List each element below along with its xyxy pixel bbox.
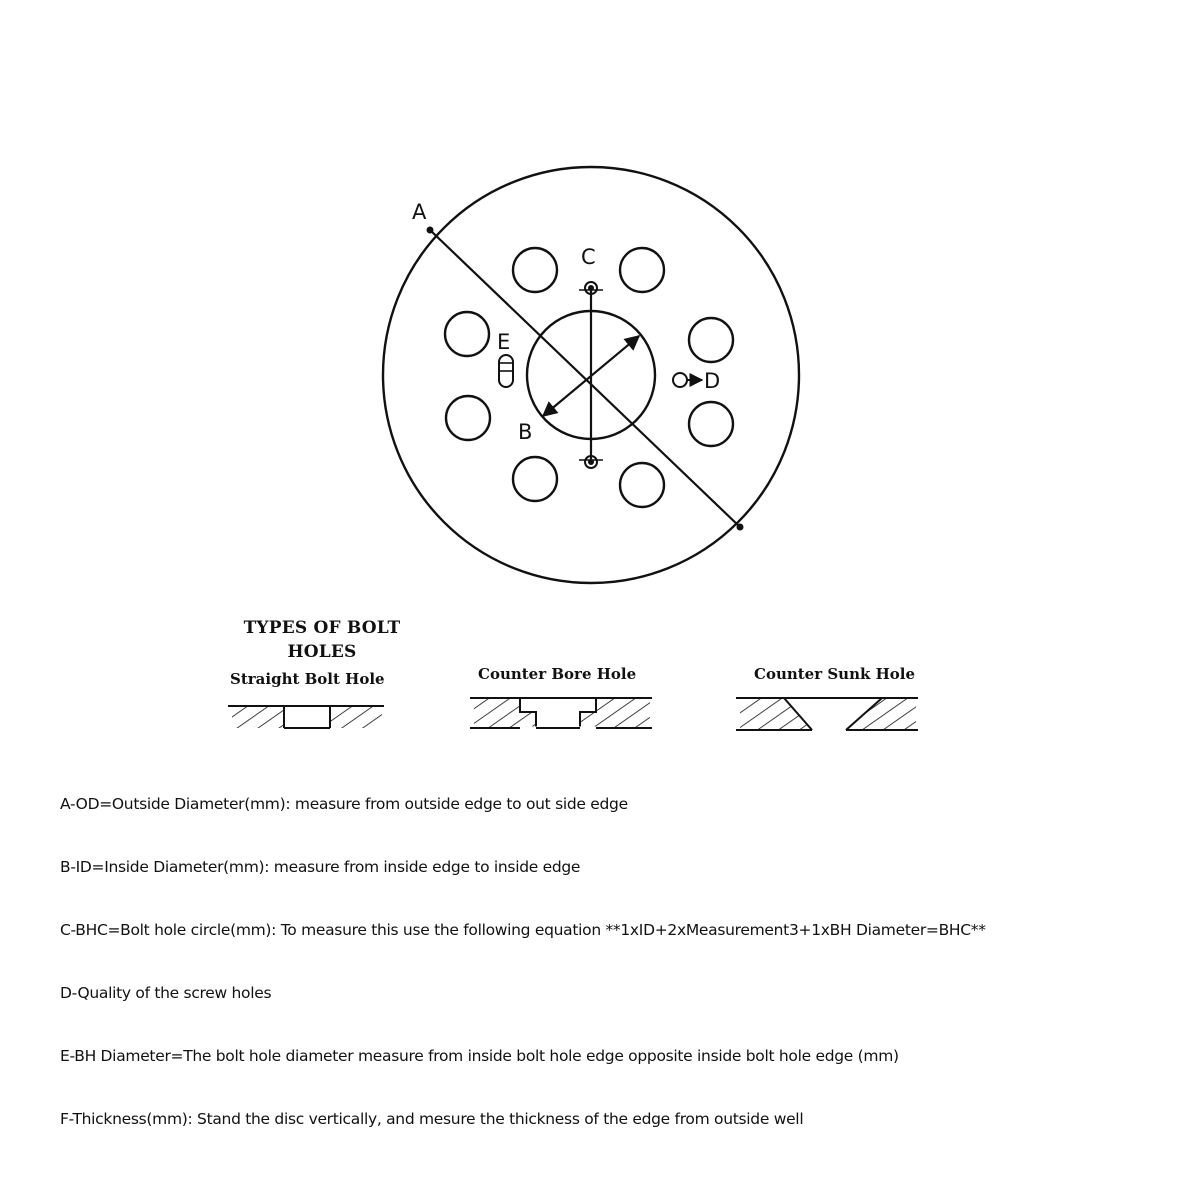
bolt-hole-types-title-line2: HOLES — [287, 642, 357, 662]
bolt-hole — [620, 248, 664, 292]
bolt-hole — [689, 402, 733, 446]
counter-sunk-hole-section — [736, 698, 918, 730]
bolt-hole — [446, 396, 490, 440]
counter-bore-hole-label: Counter Bore Hole — [478, 665, 637, 683]
bolt-hole-types-title-line1: TYPES OF BOLT — [243, 618, 401, 638]
straight-bolt-hole-label: Straight Bolt Hole — [230, 670, 385, 688]
legend-item-bolt-hole-diameter: E-BH Diameter=The bolt hole diameter measure from inside bolt hole edge opposite inside bolt hole edge (mm) — [60, 1047, 899, 1065]
legend-item-thickness: F-Thickness(mm): Stand the disc vertically, and mesure the thickness of the edge from outside well — [60, 1110, 804, 1128]
label-b: B — [518, 420, 533, 444]
screw-hole-quality-symbol — [673, 373, 702, 387]
legend-item-outside-diameter: A-OD=Outside Diameter(mm): measure from outside edge to out side edge — [60, 795, 628, 813]
straight-bolt-hole-section — [228, 706, 384, 728]
outside-diameter-endpoint — [427, 227, 434, 234]
legend-item-bolt-hole-circle: C-BHC=Bolt hole circle(mm): To measure this use the following equation **1xID+2xMeasurement3+1xBH Diameter=BHC** — [60, 921, 986, 939]
outside-diameter-endpoint — [737, 524, 744, 531]
bolt-hole-diameter-symbol — [499, 355, 513, 387]
bolt-hole — [513, 248, 557, 292]
bolt-hole — [513, 457, 557, 501]
label-e: E — [497, 330, 511, 354]
counter-sunk-hole-label: Counter Sunk Hole — [754, 665, 916, 683]
label-c: C — [581, 245, 596, 269]
bolt-hole — [445, 312, 489, 356]
label-a: A — [412, 200, 427, 224]
label-d: D — [704, 369, 721, 393]
bolt-hole — [620, 463, 664, 507]
legend-item-inside-diameter: B-ID=Inside Diameter(mm): measure from inside edge to inside edge — [60, 858, 581, 876]
bolt-hole — [689, 318, 733, 362]
bolt-hole-types-title — [232, 616, 412, 664]
legend-item-screw-hole-quality: D-Quality of the screw holes — [60, 984, 272, 1002]
outside-diameter-line — [430, 230, 740, 527]
counter-bore-hole-section — [470, 698, 652, 728]
measurement-legend — [60, 790, 1180, 1168]
